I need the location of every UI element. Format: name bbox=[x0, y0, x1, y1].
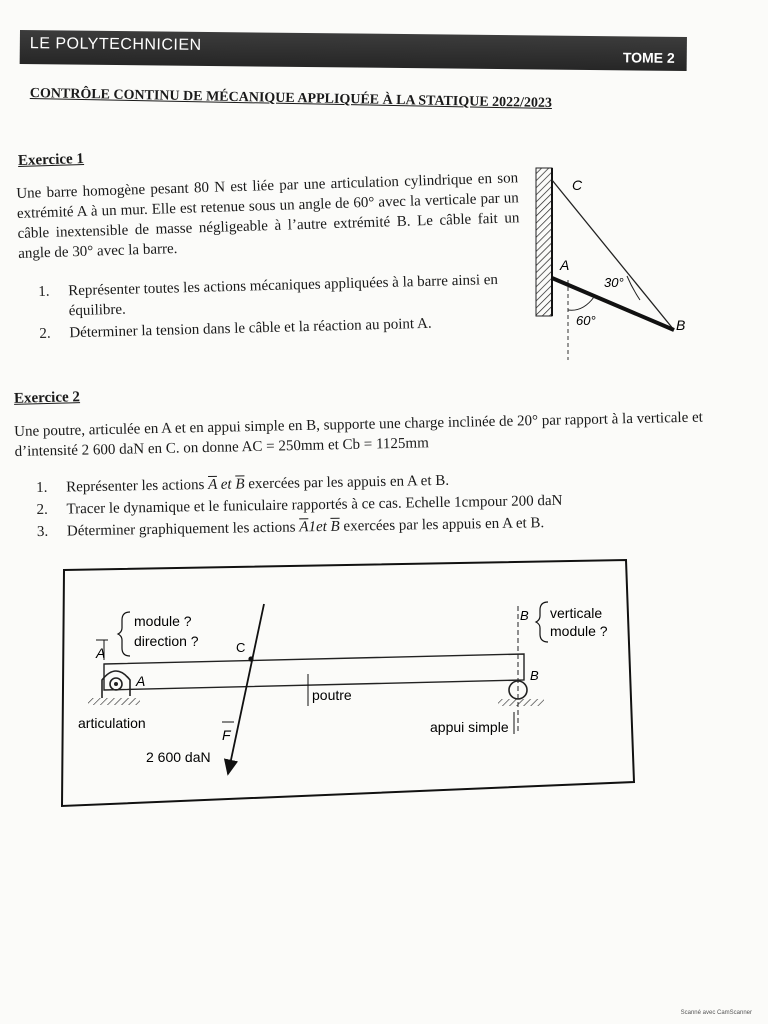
item-number: 2. bbox=[36, 501, 48, 518]
beam bbox=[104, 654, 524, 690]
wall bbox=[536, 168, 552, 316]
brace-right bbox=[536, 602, 548, 642]
item-text: Déterminer la tension dans le câble et la réaction au point A. bbox=[69, 315, 432, 342]
point-c bbox=[248, 656, 253, 661]
vector-f-label: F bbox=[222, 727, 231, 743]
exercise1-figure bbox=[528, 160, 698, 370]
header-banner bbox=[20, 30, 687, 71]
exercise1-statement: Une barre homogène pesant 80 N est liée par une articulation cylindrique en son extrémité A à un mur. Elle est retenue sous un angle de 60° avec la verticale par un câble inextensible de masse négligeable à l’autre extrémité B. Le câble fait un angle de 30° avec la barre. bbox=[16, 170, 520, 262]
label-c: C bbox=[572, 177, 583, 193]
item-text: Tracer le dynamique et le funiculaire rapportés à ce cas. Echelle 1cmpour 200 daN bbox=[66, 492, 563, 518]
item-text-post: exercées par les appuis en A et B. bbox=[339, 515, 545, 535]
exercise2-statement: Une poutre, articulée en A et en appui simple en B, supporte une charge inclinée de 20° par rapport à la verticale et d’intensité 2 600 daN en C. on donne AC = 250mm et Cb = 1125mm bbox=[14, 409, 704, 460]
label-a: A bbox=[560, 257, 570, 273]
angle-arc-60 bbox=[568, 297, 594, 310]
module-b-label: module ? bbox=[550, 623, 608, 639]
item-text-pre: Représenter les actions bbox=[66, 476, 209, 496]
label-a: A bbox=[136, 673, 146, 689]
item-number: 2. bbox=[39, 325, 51, 342]
force-f-arrow bbox=[228, 604, 264, 774]
module-question: module ? bbox=[134, 613, 192, 629]
vector-a: $\overline{A}$ bbox=[299, 519, 309, 536]
exercise1-heading: Exercice 1 bbox=[17, 150, 85, 170]
appui-label: appui simple bbox=[430, 719, 509, 735]
item-text-mid: et bbox=[216, 476, 236, 493]
scanner-watermark: Scanné avec CamScanner bbox=[680, 1010, 752, 1016]
exercise2-heading: Exercice 2 bbox=[13, 389, 81, 407]
item-number: 1. bbox=[36, 479, 48, 496]
page-title: CONTRÔLE CONTINU DE MÉCANIQUE APPLIQUÉE À LA STATIQUE 2022/2023 bbox=[29, 86, 553, 112]
vector-a: $\overline{A}$ bbox=[208, 476, 218, 493]
verticale-label: verticale bbox=[550, 605, 603, 621]
brace-left bbox=[118, 612, 130, 656]
item-text-pre: Déterminer graphiquement les actions bbox=[66, 519, 300, 540]
item-number: 3. bbox=[36, 523, 49, 540]
poutre-label: poutre bbox=[312, 687, 352, 703]
vector-a-label: A bbox=[96, 645, 106, 661]
figure-frame bbox=[62, 560, 634, 806]
angle-label-60: 60° bbox=[576, 313, 596, 328]
pin-center-icon bbox=[114, 682, 118, 686]
item-text-mid: 1et bbox=[308, 518, 331, 536]
item-text: Représenter toutes les actions mécaniques appliquées à la barre ainsi en équilibre. bbox=[68, 271, 499, 320]
articulation-label: articulation bbox=[78, 715, 146, 731]
brand-name: LE POLYTECHNICIEN bbox=[29, 35, 202, 54]
angle-label-30: 30° bbox=[604, 275, 624, 290]
volume-label: TOME 2 bbox=[622, 49, 675, 66]
label-b: B bbox=[676, 317, 686, 333]
item-number: 1. bbox=[38, 283, 50, 300]
ground-hatch-left bbox=[88, 698, 140, 705]
exercise2-figure bbox=[58, 556, 638, 812]
label-c: C bbox=[236, 640, 246, 655]
vector-b-label: B bbox=[520, 608, 529, 623]
force-value: 2 600 daN bbox=[146, 749, 211, 765]
item-text-post: exercées par les appuis en A et B. bbox=[244, 472, 450, 493]
exercise1-questions bbox=[38, 269, 520, 346]
vector-b: $\overline{B}$ bbox=[330, 518, 340, 535]
cable bbox=[552, 180, 674, 330]
label-b: B bbox=[530, 668, 539, 683]
exercise2-questions bbox=[36, 467, 677, 544]
ground-hatch-right bbox=[498, 699, 544, 706]
direction-question: direction ? bbox=[134, 633, 199, 649]
vector-b: $\overline{B}$ bbox=[235, 476, 245, 493]
